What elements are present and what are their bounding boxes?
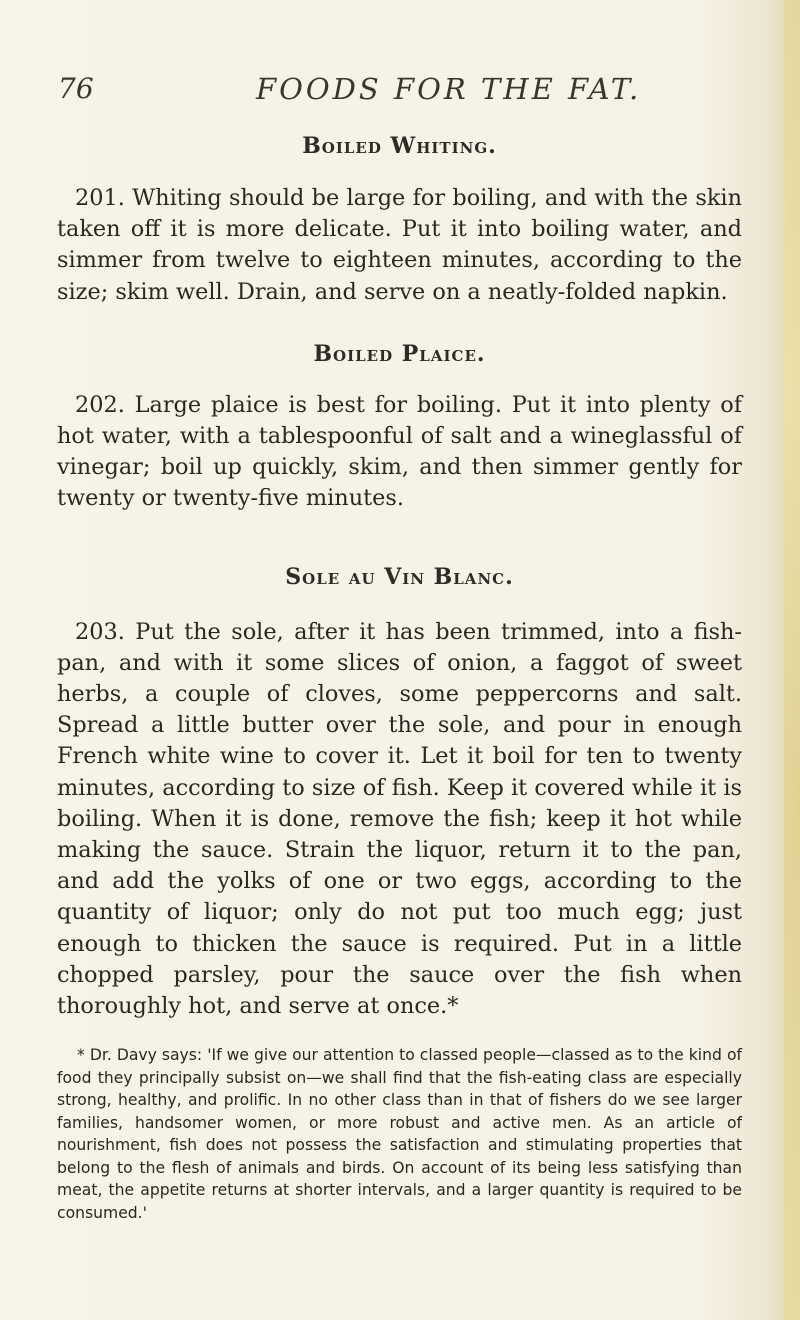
page-number: 76: [58, 72, 94, 105]
page-content: [57, 130, 742, 1240]
recipe-paragraph-203: 203. Put the sole, after it has been trimmed, into a fish-pan, and with it some slices of onion, a faggot of sweet herbs, a couple of cloves, some peppercorns and salt. Spread a little butter over the sole, and pour in enough French white wine to cover it. Let it boil for ten to twenty minutes, according to size of fish. Keep it covered while it is boiling. When it is done, remove the fish; keep it hot while making the sauce. Strain the liquor, return it to the pan, and add the yolks of one or two eggs, according to the quantity of liquor; only do not put too much egg; just enough to thicken the sauce is required. Put in a little chopped parsley, pour the sauce over the fish when thoroughly hot, and serve at once.*: [57, 618, 742, 1020]
section-heading-sole-au-vin-blanc: Sole au Vin Blanc.: [285, 563, 514, 590]
section-heading-boiled-whiting: Boiled Whiting.: [302, 133, 497, 159]
running-title: FOODS FOR THE FAT.: [256, 72, 642, 106]
footnote: * Dr. Davy says: 'If we give our attention to classed people—classed as to the kind of food they principally subsist on—we shall find that the fish-eating class are especially strong, healthy, and prolific. In no other class than in that of fishers do we see larger families, handsomer women, or more robust and active men. As an article of nourishment, fish does not possess the satisfaction and stimulating properties that belong to the flesh of animals and birds. On account of its being less satisfying than meat, the appetite returns at shorter intervals, and a larger quantity is required to be consumed.': [57, 1046, 742, 1222]
recipe-paragraph-201: 201. Whiting should be large for boiling, and with the skin taken off it is more delicate. Put it into boiling water, and simmer from twelve to eighteen minutes, according to the size; skim well. Drain, and serve on a neatly-folded napkin.: [57, 185, 742, 305]
recipe-paragraph-202: 202. Large plaice is best for boiling. Put it into plenty of hot water, with a tablespoonful of salt and a wineglassful of vinegar; boil up quickly, skim, and then simmer gently for twenty or twenty-five minutes.: [57, 391, 742, 512]
running-head: [58, 72, 738, 112]
page-edge-stain: [784, 0, 800, 1320]
section-heading-boiled-plaice: Boiled Plaice.: [313, 340, 486, 367]
